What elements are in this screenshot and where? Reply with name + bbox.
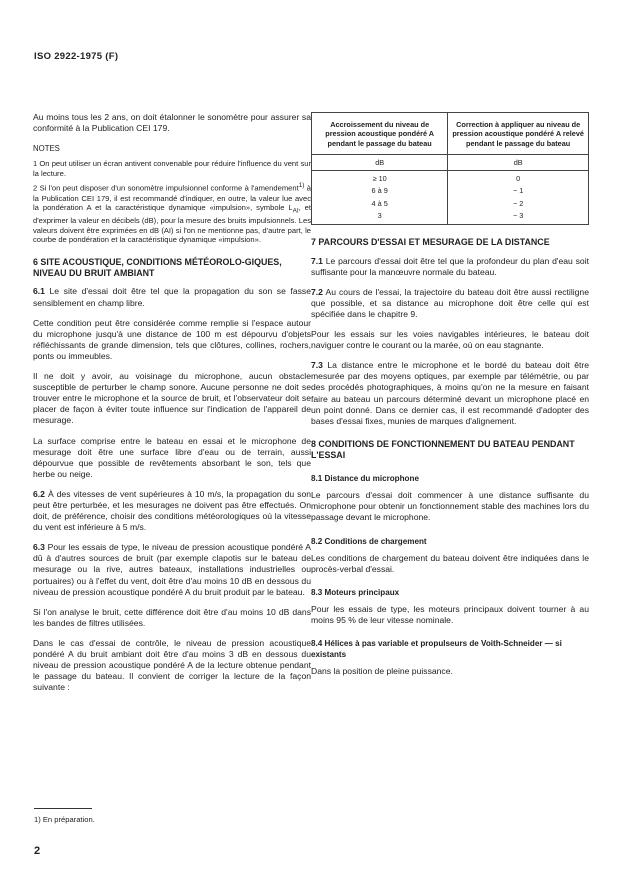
table-header-correction: Correction à appliquer au niveau de pression acoustique pondéré A relevé pendant le passage du bateau — [448, 113, 589, 155]
paragraph-7-2-b: Pour les essais sur les voies navigables intérieures, le bateau doit naviguer contre le courant ou la marée, où on eau stagnante. — [311, 329, 589, 351]
paragraph-6-3 — [33, 542, 311, 597]
paragraph-6-1-d: La surface comprise entre le bateau en essai et le microphone de mesurage doit être une surface libre d'eau ou de terrain, aussi dépourvue que possible de revêtements absorbant le son, tels que herbe ou neige. — [33, 435, 311, 479]
paragraph-7-1 — [311, 256, 589, 278]
clause-text: Au cours de l'essai, la trajectoire du bateau doit être aussi rectiligne que possible, et sa distance au microphone doit être celle qui est spécifiée dans le chapitre 9. — [311, 286, 589, 319]
table-cell: 3 — [312, 210, 448, 225]
footnote: 1) En préparation. — [34, 815, 95, 824]
clause-text: La distance entre le microphone et le bordé du bateau doit être mesurée par des moyens optiques, par exemple par télémétrie, ou par des procédés photographiques, à moins qu'on ne la mesure en faisant faire au bateau un parcours déterminé devant un microphone placé en un point donné. Dans ce dernier cas, il est recommandé d'adopter des bases d'essai fixes, munies de marques d'alignement. — [311, 360, 590, 426]
paragraph-6-2 — [33, 489, 311, 533]
clause-number: 6.2 — [33, 488, 45, 499]
clause-number: 7.2 — [311, 286, 323, 297]
notes-title: NOTES — [33, 144, 60, 154]
right-column — [311, 112, 589, 686]
paragraph-8-4: Dans la position de pleine puissance. — [311, 666, 453, 677]
section-6-title: 6 SITE ACOUSTIQUE, CONDITIONS MÉTÉOROLO-GIQUES, NIVEAU DU BRUIT AMBIANT — [33, 257, 282, 279]
footnote-divider — [34, 808, 92, 809]
subsection-8-3-title: 8.3 Moteurs principaux — [311, 587, 400, 597]
section-8-title: 8 CONDITIONS DE FONCTIONNEMENT DU BATEAU PENDANT L'ESSAI — [311, 438, 575, 460]
paragraph-6-1-b: Cette condition peut être considérée comme remplie si l'espace autour du microphone jusqu'à une distance de 100 m est dépourvu d'objets réfléchissants de grande dimension, tels que clôtures, collines, rochers, ponts ou immeubles. — [33, 317, 311, 361]
clause-text: Le parcours d'essai doit être tel que la profondeur du plan d'eau soit suffisante pour la manœuvre normale du bateau. — [311, 255, 589, 277]
note-2-text-c: , et d'exprimer la valeur en décibels (dB), pour la mesure des bruits impulsionnels. Les valeurs doivent être exprimées en dB (AI) si l'on ne mentionne pas, d'autre part, le courbe de pondération et la caractéristique dynamique «impulsion». — [33, 203, 311, 245]
symbol-subscript: AI — [292, 207, 299, 215]
paragraph-8-2: Les conditions de chargement du bateau doivent être indiquées dans le procès-verbal d'essai. — [311, 552, 589, 574]
paragraph-6-3-b: Si l'on analyse le bruit, cette différence doit être d'au moins 10 dB dans les bandes de filtres utilisées. — [33, 606, 311, 628]
table-cell: 4 à 5 — [312, 198, 448, 210]
table-row — [312, 198, 589, 210]
calibration-paragraph: Au moins tous les 2 ans, on doit étalonner le sonomètre pour assurer sa conformité à la Publication CEI 179. — [33, 112, 311, 134]
paragraph-6-1-c: Il ne doit y avoir, au voisinage du microphone, aucun obstacle susceptible de perturber le champ sonore. Aucune personne ne doit se trouver entre le microphone et la source de bruit, et l'observateur doit se placer de façon à éviter toute influence sur l'indication de l'appareil de mesurage. — [33, 371, 311, 426]
table-cell: − 2 — [448, 198, 589, 210]
left-column — [33, 112, 311, 702]
paragraph-7-2 — [311, 287, 589, 320]
note-2-text-b: à la Publication CEI 179, il est recommandé d'indiquer, en outre, la valeur lue avec la pondération A et la caractéristique dynamique «impulsion», symbole L — [33, 184, 311, 213]
table-cell: − 3 — [448, 210, 589, 225]
note-1: 1 On peut utiliser un écran antivent convenable pour réduire l'influence du vent sur la lecture. — [33, 159, 311, 178]
paragraph-8-1: Le parcours d'essai doit commencer à une distance suffisante du microphone pour obtenir un fonctionnement stable des machines lors du passage devant le microphone. — [311, 490, 589, 523]
note-2 — [33, 181, 311, 245]
table-row — [312, 171, 589, 186]
paragraph-8-3: Pour les essais de type, les moteurs principaux doivent tourner à au moins 95 % de leur vitesse nominale. — [311, 603, 589, 626]
clause-number: 7.3 — [311, 360, 323, 371]
note-2-text-a: 2 Si l'on peut disposer d'un sonomètre impulsionnel conforme à l'amendement — [33, 184, 299, 193]
correction-table — [311, 112, 589, 225]
table-unit: dB — [448, 154, 589, 170]
clause-text: Pour les essais de type, le niveau de pression acoustique pondéré A dû à d'autres sources de bruit (par exemple clapotis sur le bateau de mesurage ou la rive, autres bateaux, installations industrielles ou portuaires) ou à l'effet du vent, doit être d'au moins 10 dB en dessous du niveau de pression acoustique pondéré A du bruit produit par le bateau. — [33, 542, 312, 597]
table-cell: 0 — [448, 171, 589, 186]
table-unit: dB — [312, 154, 448, 170]
page-number: 2 — [34, 845, 41, 857]
paragraph-6-3-c: Dans le cas d'essai de contrôle, le niveau de pression acoustique pondéré A du bruit ambiant doit être d'au moins 3 dB en dessous du niveau de pression acoustique pondéré A de la lecture obtenue pendant le passage du bateau. Il convient de corriger la lecture de la façon suivante : — [33, 637, 311, 693]
footnote-ref: 1) — [298, 182, 305, 190]
clause-number: 6.3 — [33, 542, 45, 553]
subsection-8-4-title: 8.4 Hélices à pas variable et propulseurs de Voith-Schneider — si existants — [311, 639, 562, 660]
table-header-increase: Accroissement du niveau de pression acoustique pondéré A pendant le passage du bateau — [312, 113, 448, 155]
table-row — [312, 210, 589, 225]
section-7-title: 7 PARCOURS D'ESSAI ET MESURAGE DE LA DISTANCE — [311, 237, 550, 248]
clause-number: 6.1 — [33, 286, 45, 297]
clause-text: À des vitesses de vent supérieures à 10 m/s, la propagation du son peut être perturbée, et les mesurages ne doivent pas être effectués. On doit, de préférence, choisir des conditions météorologiques où la vitesse du vent est inférieure à 5 m/s. — [33, 488, 312, 533]
subsection-8-1-title: 8.1 Distance du microphone — [311, 474, 419, 484]
paragraph-7-3 — [311, 360, 589, 427]
table-cell: − 1 — [448, 185, 589, 197]
table-row — [312, 185, 589, 197]
clause-text: Le site d'essai doit être tel que la propagation du son se fasse sensiblement en champ libre. — [33, 286, 311, 308]
table-cell: ≥ 10 — [312, 171, 448, 186]
subsection-8-2-title: 8.2 Conditions de chargement — [311, 536, 427, 546]
clause-number: 7.1 — [311, 255, 323, 266]
document-header: ISO 2922-1975 (F) — [34, 51, 119, 62]
table-cell: 6 à 9 — [312, 185, 448, 197]
paragraph-6-1 — [33, 286, 311, 308]
